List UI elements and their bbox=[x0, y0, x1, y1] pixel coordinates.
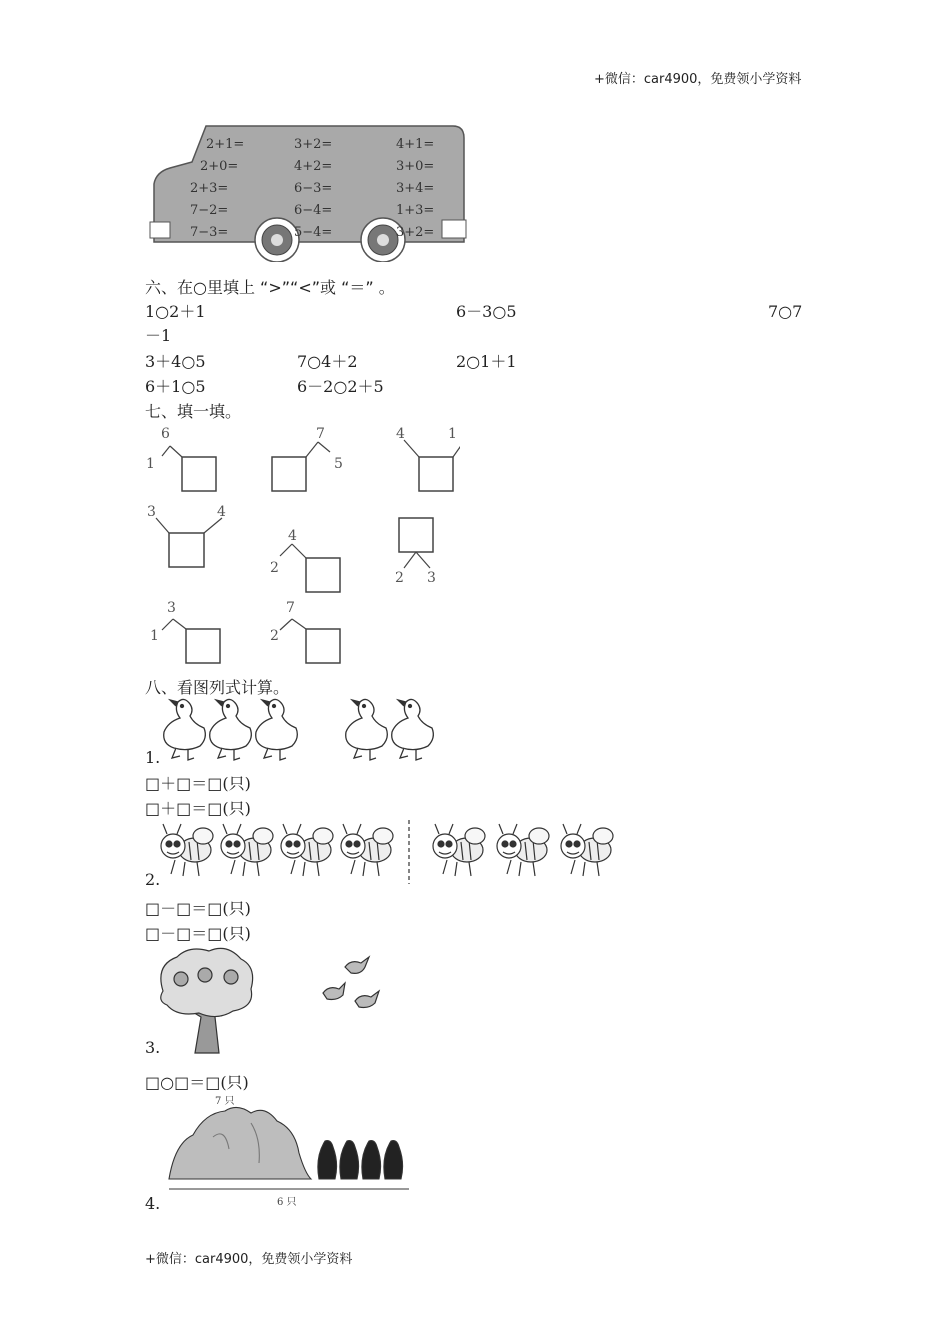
section6-title: 六、在○里填上 “>”“<”或 “＝” 。 bbox=[145, 278, 395, 297]
compare-item: 7○4＋2 bbox=[297, 352, 358, 371]
bees-illustration bbox=[155, 820, 625, 890]
bond-number: 2 bbox=[270, 628, 279, 644]
bond-number: 3 bbox=[167, 600, 176, 616]
bond-number: 2 bbox=[395, 570, 404, 586]
bond-number: 6 bbox=[161, 426, 170, 442]
bus-cell: 1+3= bbox=[396, 203, 435, 218]
compare-item: 2○1＋1 bbox=[456, 352, 517, 371]
bond-number: 4 bbox=[396, 426, 405, 442]
bond-number: 1 bbox=[150, 628, 159, 644]
question-number: 3. bbox=[145, 1038, 161, 1057]
question-number: 2. bbox=[145, 870, 161, 889]
bond-number: 3 bbox=[147, 504, 156, 520]
remaining-label: 6 只 bbox=[277, 1197, 297, 1208]
formula: □＋□＝□(只) bbox=[145, 799, 251, 818]
section8-title: 八、看图列式计算。 bbox=[145, 678, 290, 697]
bus-cell: 2+0= bbox=[200, 159, 239, 174]
compare-item: 6＋1○5 bbox=[145, 377, 206, 396]
mountain-penguins-illustration bbox=[165, 1093, 415, 1217]
bond-number: 4 bbox=[217, 504, 226, 520]
compare-item: 3＋4○5 bbox=[145, 352, 206, 371]
bus-cell: 3+2= bbox=[294, 137, 333, 152]
bus-illustration bbox=[148, 122, 470, 266]
bond-number: 1 bbox=[146, 456, 155, 472]
bus-cell: 3+2= bbox=[396, 225, 435, 240]
bond-number: 4 bbox=[288, 528, 297, 544]
bus-cell: 5−4= bbox=[294, 225, 333, 240]
compare-item: 6－2○2＋5 bbox=[297, 377, 384, 396]
bus-cell: 2+1= bbox=[206, 137, 245, 152]
section7-title: 七、填一填。 bbox=[145, 402, 242, 421]
bus-cell: 7−2= bbox=[190, 203, 229, 218]
formula: □－□＝□(只) bbox=[145, 924, 251, 943]
compare-item: 7○7 bbox=[768, 302, 803, 321]
bus-cell: 3+4= bbox=[396, 181, 435, 196]
compare-item: 6－3○5 bbox=[456, 302, 517, 321]
bus-cell: 6−3= bbox=[294, 181, 333, 196]
watermark-bottom: +微信：car4900，免费领小学资料 bbox=[145, 1252, 353, 1267]
formula: □－□＝□(只) bbox=[145, 899, 251, 918]
watermark-top: +微信：car4900，免费领小学资料 bbox=[594, 72, 802, 87]
geese-illustration bbox=[160, 692, 450, 768]
formula: □○□＝□(只) bbox=[145, 1073, 249, 1092]
compare-item: 1○2＋1 bbox=[145, 302, 206, 321]
bond-number: 7 bbox=[286, 600, 295, 616]
bus-cell: 6−4= bbox=[294, 203, 333, 218]
number-bond-diagrams bbox=[140, 420, 460, 674]
compare-item-wrap: －1 bbox=[145, 326, 172, 345]
bus-cell: 4+2= bbox=[294, 159, 333, 174]
bond-number: 2 bbox=[270, 560, 279, 576]
bond-number: 3 bbox=[427, 570, 436, 586]
tree-birds-illustration bbox=[155, 945, 385, 1059]
bus-cell: 2+3= bbox=[190, 181, 229, 196]
formula: □＋□＝□(只) bbox=[145, 774, 251, 793]
bus-cell: 7−3= bbox=[190, 225, 229, 240]
total-label: 7 只 bbox=[215, 1096, 235, 1107]
question-number: 1. bbox=[145, 748, 161, 767]
bond-number: 5 bbox=[334, 456, 343, 472]
bond-number: 7 bbox=[316, 426, 325, 442]
bond-number: 1 bbox=[448, 426, 457, 442]
question-number: 4. bbox=[145, 1194, 161, 1213]
bus-cell: 4+1= bbox=[396, 137, 435, 152]
bus-cell: 3+0= bbox=[396, 159, 435, 174]
